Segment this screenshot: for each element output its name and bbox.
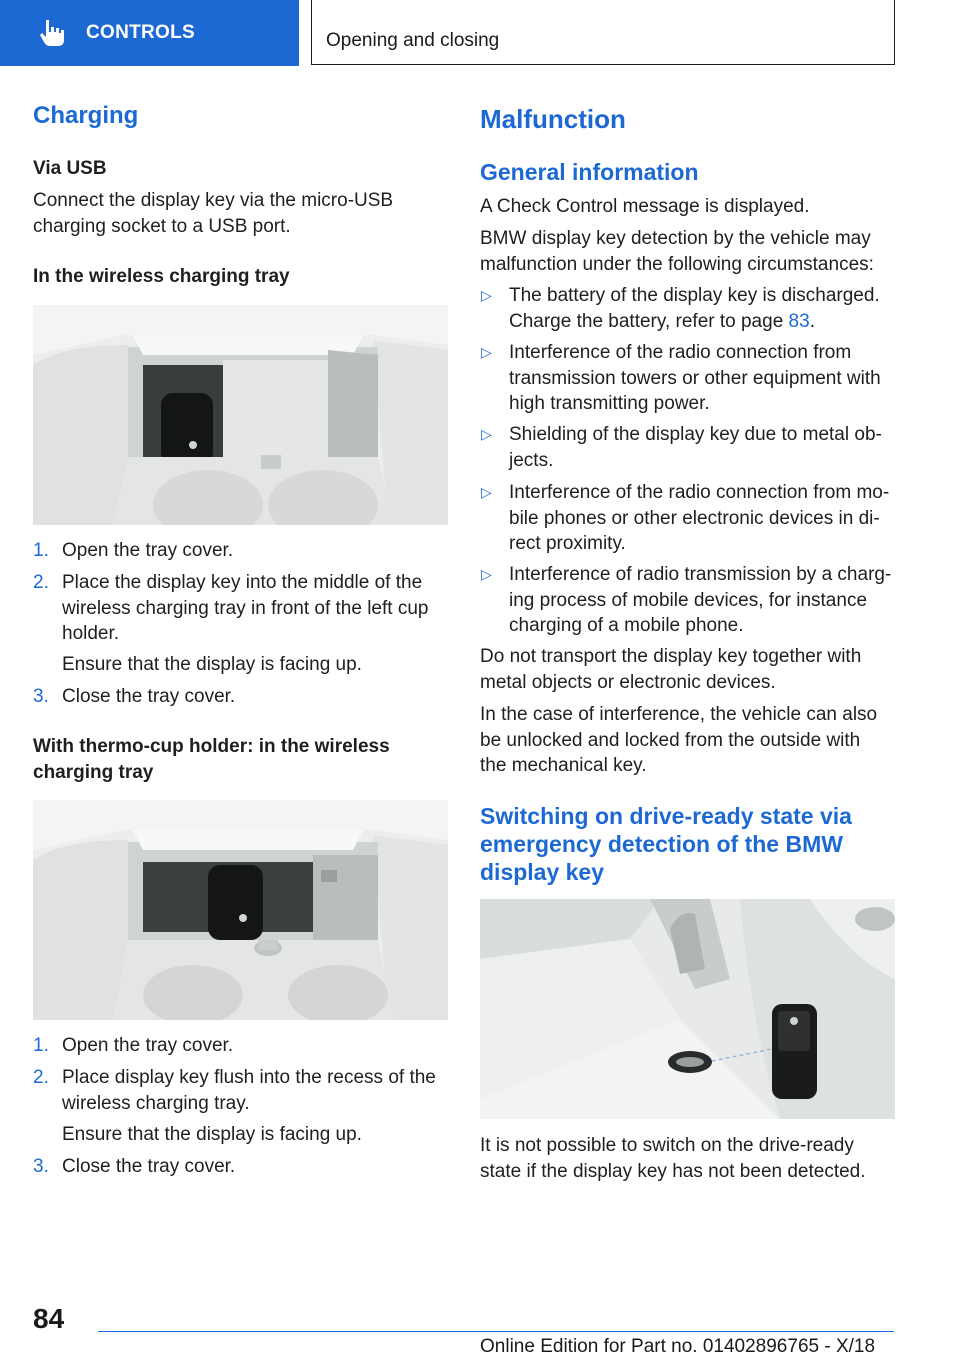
edition-text: Online Edition for Part no. 01402896765 - X/18	[480, 1336, 876, 1357]
general-info-heading: General information	[480, 159, 699, 185]
list-item	[33, 1154, 448, 1180]
list-item	[480, 283, 885, 334]
step-text: Ensure that the display is facing up.	[62, 654, 362, 675]
via-usb-heading: Via USB	[33, 158, 107, 179]
not-detected-note: It is not possible to switch on the drive-ready state if the display key has not been detected.	[480, 1135, 866, 1182]
step-number: 2.	[33, 572, 49, 593]
section-label: CONTROLS	[86, 22, 196, 43]
list-item	[480, 480, 896, 557]
list-item	[33, 684, 448, 710]
general-p2: BMW display key detection by the vehicle may malfunction under the following circumstances:	[480, 228, 874, 275]
step-number: 3.	[33, 1156, 49, 1177]
emergency-heading: Switching on drive-ready state via emergency detection of the BMW display key	[480, 803, 852, 885]
section-tab[interactable]	[0, 0, 299, 66]
footer-rule	[98, 1331, 894, 1332]
via-usb-text: Connect the display key via the micro-USB charging socket to a USB port.	[33, 190, 394, 237]
bullet-text: Interference of the radio connection from mo‐ bile phones or other electronic devices in di‐ rect proximity.	[509, 482, 890, 554]
wireless-heading: In the wireless charging tray	[33, 266, 290, 287]
step-text: Open the tray cover.	[62, 540, 234, 561]
step-number: 1.	[33, 540, 49, 561]
bullet-text: The battery of the display key is discharged. Charge the battery, refer to page	[509, 285, 880, 332]
bullet-text-end: .	[809, 310, 815, 332]
triangle-bullet-icon: ▷	[481, 426, 492, 442]
header-divider	[311, 0, 312, 64]
triangle-bullet-icon: ▷	[481, 484, 492, 500]
header-divider-right	[894, 0, 895, 64]
list-item	[480, 340, 896, 417]
step-text: Place display key flush into the recess of the wireless charging tray.	[62, 1067, 436, 1114]
triangle-bullet-icon: ▷	[481, 287, 492, 303]
list-item	[33, 1065, 443, 1116]
step-number: 1.	[33, 1035, 49, 1056]
thermo-tray-figure	[33, 800, 448, 1020]
triangle-bullet-icon: ▷	[481, 566, 492, 582]
interference-note: In the case of interference, the vehicle can also be unlocked and locked from the outside with the mechanical key.	[480, 704, 878, 776]
list-item	[480, 562, 896, 639]
triangle-bullet-icon: ▷	[481, 344, 492, 360]
bullet-text: Shielding of the display key due to metal ob‐ jects.	[509, 424, 882, 471]
page-link[interactable]: 83	[788, 310, 810, 332]
step-text: Close the tray cover.	[62, 1156, 236, 1177]
step-text: Close the tray cover.	[62, 686, 236, 707]
step-text: Open the tray cover.	[62, 1035, 234, 1056]
bullet-text: Interference of radio transmission by a charg‐ ing process of mobile devices, for instance charging of a mobile phone.	[509, 564, 892, 636]
transport-note: Do not transport the display key together with metal objects or electronic devices.	[480, 646, 862, 693]
list-item	[33, 1122, 448, 1148]
step-number: 2.	[33, 1067, 49, 1088]
charging-heading: Charging	[33, 102, 139, 129]
hand-pointer-icon	[36, 18, 70, 48]
step-text: Place the display key into the middle of the wireless charging tray in front of the left cup holder.	[62, 572, 429, 644]
general-p1: A Check Control message is displayed.	[480, 196, 810, 217]
header-underline	[311, 64, 895, 65]
list-item	[33, 652, 448, 678]
list-item	[33, 538, 448, 564]
emergency-detection-figure	[480, 899, 895, 1119]
list-item	[480, 422, 896, 473]
step-number: 3.	[33, 686, 49, 707]
page-number: 84	[33, 1303, 65, 1334]
wireless-tray-figure	[33, 305, 448, 525]
bullet-text: Interference of the radio connection from transmission towers or other equipment with high transmitting power.	[509, 342, 881, 414]
thermo-heading: With thermo-cup holder: in the wireless charging tray	[33, 736, 390, 783]
chapter-title: Opening and closing	[326, 30, 500, 51]
list-item	[33, 570, 443, 647]
malfunction-heading: Malfunction	[480, 104, 626, 134]
list-item	[33, 1033, 448, 1059]
step-text: Ensure that the display is facing up.	[62, 1124, 362, 1145]
